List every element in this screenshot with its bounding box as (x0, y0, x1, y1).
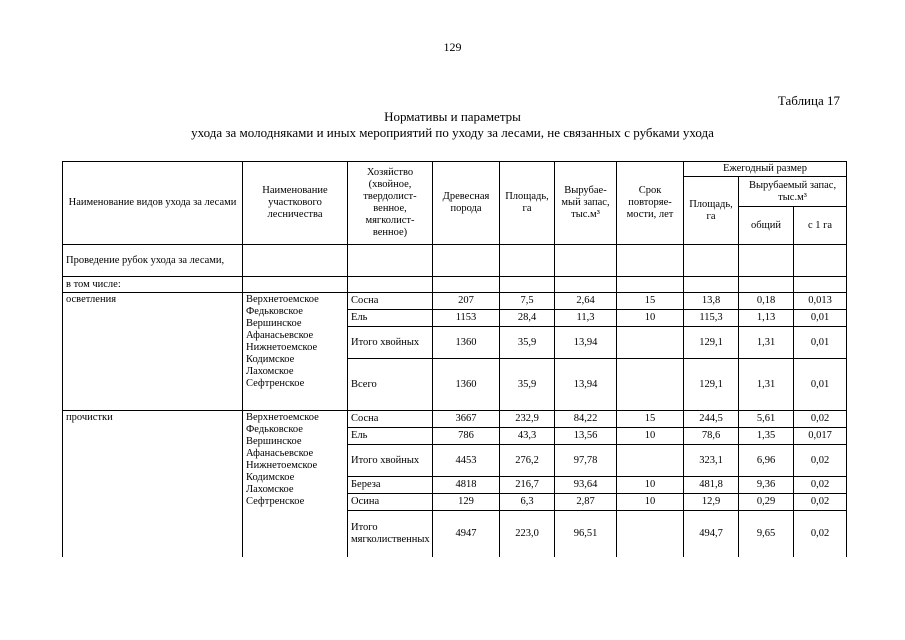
annual-total-cell: 1,31 (739, 327, 794, 359)
group-forestries: Верхнетоемское Федьковское Вершинское Афанасьевское Нижнетоемское Кодимское Лахомское Сефтренское (243, 293, 348, 411)
group-forestries: Верхнетоемское Федьковское Вершинское Афанасьевское Нижнетоемское Кодимское Лахомское Сефтренское (243, 411, 348, 557)
volume-cell: 1360 (433, 327, 500, 359)
table-label: Таблица 17 (777, 93, 840, 108)
annual-area-cell: 494,7 (684, 511, 739, 557)
header-annual-area: Площадь, га (684, 177, 739, 245)
species-cell: Береза (348, 477, 433, 494)
stock-cell: 13,94 (555, 327, 617, 359)
header-species: Древесная порода (433, 162, 500, 245)
table-row (63, 411, 847, 428)
stock-cell: 13,56 (555, 428, 617, 445)
stock-cell: 2,64 (555, 293, 617, 310)
stock-cell: 13,94 (555, 359, 617, 411)
header-annual: Ежегодный размер (684, 162, 847, 177)
period-cell: 10 (617, 477, 684, 494)
period-cell: 10 (617, 428, 684, 445)
area-cell: 6,3 (500, 494, 555, 511)
annual-per-ha-cell: 0,01 (794, 310, 847, 327)
title-line-2: ухода за молодняками и иных мероприятий по уходу за лесами, не связанных с рубками ухода (191, 125, 714, 140)
volume-cell: 4453 (433, 445, 500, 477)
annual-area-cell: 78,6 (684, 428, 739, 445)
volume-cell: 129 (433, 494, 500, 511)
page-number: 129 (443, 40, 462, 54)
table-title (0, 109, 905, 141)
header-economy: Хозяйство (хвойное, твердолист-венное, мягколист-венное) (348, 162, 433, 245)
annual-per-ha-cell: 0,01 (794, 327, 847, 359)
species-cell: Итого хвойных (348, 327, 433, 359)
header-annual-total: общий (739, 207, 794, 245)
species-cell: Ель (348, 428, 433, 445)
area-cell: 35,9 (500, 359, 555, 411)
stock-cell: 93,64 (555, 477, 617, 494)
annual-area-cell: 13,8 (684, 293, 739, 310)
species-cell: Осина (348, 494, 433, 511)
volume-cell: 4818 (433, 477, 500, 494)
period-cell: 10 (617, 310, 684, 327)
period-cell (617, 445, 684, 477)
header-annual-stock: Вырубаемый запас, тыс.м³ (739, 177, 847, 207)
annual-total-cell: 5,61 (739, 411, 794, 428)
area-cell: 7,5 (500, 293, 555, 310)
header-forestry: Наименование участкового лесничества (243, 162, 348, 245)
table-row (63, 293, 847, 310)
species-cell: Итого мягколиственных (348, 511, 433, 557)
annual-area-cell: 12,9 (684, 494, 739, 511)
stock-cell: 96,51 (555, 511, 617, 557)
volume-cell: 1153 (433, 310, 500, 327)
volume-cell: 1360 (433, 359, 500, 411)
annual-total-cell: 0,29 (739, 494, 794, 511)
annual-total-cell: 1,31 (739, 359, 794, 411)
area-cell: 43,3 (500, 428, 555, 445)
period-cell (617, 359, 684, 411)
header-type: Наименование видов ухода за лесами (63, 162, 243, 245)
group-name: прочистки (63, 411, 243, 557)
species-cell: Всего (348, 359, 433, 411)
volume-cell: 786 (433, 428, 500, 445)
annual-per-ha-cell: 0,01 (794, 359, 847, 411)
annual-total-cell: 1,13 (739, 310, 794, 327)
volume-cell: 207 (433, 293, 500, 310)
header-annual-per-ha: с 1 га (794, 207, 847, 245)
header-cut-stock: Вырубае-мый запас, тыс.м³ (555, 162, 617, 245)
annual-area-cell: 115,3 (684, 310, 739, 327)
period-cell: 15 (617, 293, 684, 310)
title-line-1: Нормативы и параметры (384, 109, 521, 124)
group-name: осветления (63, 293, 243, 411)
annual-total-cell: 0,18 (739, 293, 794, 310)
area-cell: 276,2 (500, 445, 555, 477)
period-cell (617, 511, 684, 557)
annual-per-ha-cell: 0,013 (794, 293, 847, 310)
annual-total-cell: 6,96 (739, 445, 794, 477)
annual-total-cell: 9,65 (739, 511, 794, 557)
annual-per-ha-cell: 0,02 (794, 494, 847, 511)
area-cell: 232,9 (500, 411, 555, 428)
annual-area-cell: 129,1 (684, 327, 739, 359)
area-cell: 223,0 (500, 511, 555, 557)
annual-per-ha-cell: 0,02 (794, 411, 847, 428)
stock-cell: 2,87 (555, 494, 617, 511)
area-cell: 216,7 (500, 477, 555, 494)
annual-area-cell: 129,1 (684, 359, 739, 411)
stock-cell: 84,22 (555, 411, 617, 428)
species-cell: Сосна (348, 411, 433, 428)
species-cell: Сосна (348, 293, 433, 310)
area-cell: 28,4 (500, 310, 555, 327)
annual-area-cell: 481,8 (684, 477, 739, 494)
annual-per-ha-cell: 0,017 (794, 428, 847, 445)
section-title: Проведение рубок ухода за лесами, (63, 245, 243, 277)
volume-cell: 4947 (433, 511, 500, 557)
annual-area-cell: 323,1 (684, 445, 739, 477)
header-area: Площадь, га (500, 162, 555, 245)
norms-table (62, 161, 847, 557)
area-cell: 35,9 (500, 327, 555, 359)
annual-per-ha-cell: 0,02 (794, 511, 847, 557)
species-cell: Ель (348, 310, 433, 327)
volume-cell: 3667 (433, 411, 500, 428)
annual-per-ha-cell: 0,02 (794, 445, 847, 477)
section-subtitle: в том числе: (63, 277, 243, 293)
period-cell: 15 (617, 411, 684, 428)
period-cell (617, 327, 684, 359)
annual-area-cell: 244,5 (684, 411, 739, 428)
period-cell: 10 (617, 494, 684, 511)
stock-cell: 11,3 (555, 310, 617, 327)
annual-per-ha-cell: 0,02 (794, 477, 847, 494)
header-period: Срок повторяе-мости, лет (617, 162, 684, 245)
annual-total-cell: 1,35 (739, 428, 794, 445)
annual-total-cell: 9,36 (739, 477, 794, 494)
stock-cell: 97,78 (555, 445, 617, 477)
species-cell: Итого хвойных (348, 445, 433, 477)
